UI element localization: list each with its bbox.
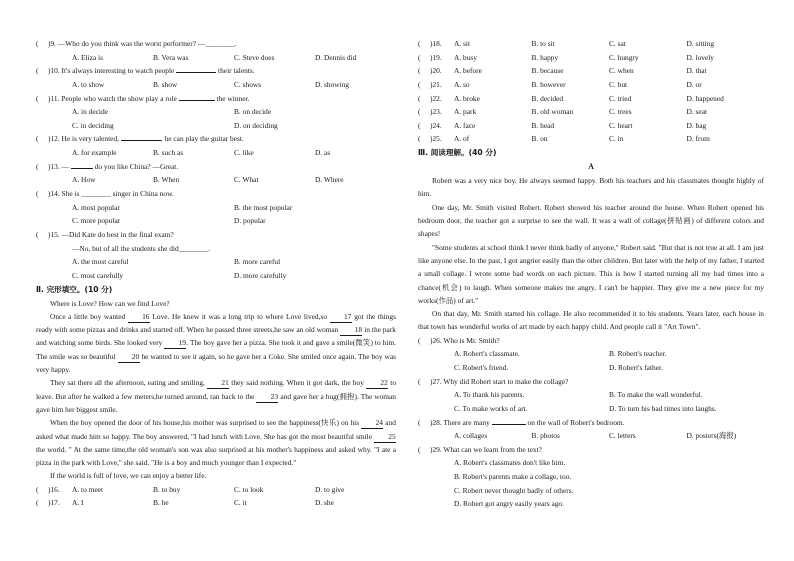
option[interactable]: C. Steve does	[234, 52, 275, 62]
option[interactable]: A. Robert's classmate.	[454, 349, 520, 359]
answer-paren[interactable]: (	[36, 189, 39, 199]
option[interactable]: D. bag	[686, 120, 707, 130]
blank-25[interactable]: 25	[374, 431, 396, 443]
blank-21[interactable]: 21	[207, 377, 229, 389]
option[interactable]: A. for example	[72, 148, 117, 158]
q15-options-2	[36, 269, 396, 283]
option[interactable]: B. decided	[531, 93, 564, 103]
option[interactable]: A. I	[72, 498, 84, 508]
answer-paren[interactable]: (	[418, 93, 421, 103]
option[interactable]: C. Robert never thought badly of others.	[454, 485, 574, 495]
q15-options	[36, 255, 396, 269]
option[interactable]: B. To make the wall wonderful.	[609, 390, 703, 400]
option[interactable]: D. showing	[315, 79, 350, 89]
question-stem: )12. He is very talented, , he can play the guitar best.	[48, 134, 244, 144]
question-stem: )23.	[430, 107, 442, 117]
answer-paren[interactable]: (	[36, 498, 39, 508]
option[interactable]: C. letters	[609, 431, 636, 441]
option[interactable]: B. to sit	[531, 39, 555, 48]
option[interactable]: A. broke	[454, 93, 480, 103]
blank[interactable]	[179, 100, 215, 101]
question-28	[418, 416, 764, 430]
reading-paragraph-4: On that day, Mr. Smith started his collage. He also recommended it to his students. Years later, each house in that town has wonderful works of art made by each happy child. And people call it "Art Town".	[418, 309, 764, 332]
option[interactable]: D. to give	[315, 484, 345, 494]
option[interactable]: C. tried	[609, 93, 632, 103]
option[interactable]: D. that	[686, 66, 707, 76]
option[interactable]: A. park	[454, 107, 477, 117]
answer-paren[interactable]: (	[418, 107, 421, 117]
question-stem: )16.	[48, 484, 60, 494]
option[interactable]: D. on deciding	[234, 120, 278, 130]
option[interactable]: B. such as	[153, 148, 184, 158]
answer-paren[interactable]: (	[36, 93, 39, 103]
question-stem: )25.	[430, 134, 442, 144]
question-22	[418, 92, 764, 106]
q13-options	[36, 173, 396, 187]
answer-paren[interactable]: (	[36, 134, 39, 144]
option[interactable]: C. What	[234, 175, 259, 185]
option[interactable]: D. Where	[315, 175, 344, 185]
question-21	[418, 78, 764, 92]
option[interactable]: B. show	[153, 79, 178, 89]
option[interactable]: B. he	[153, 498, 169, 508]
answer-paren[interactable]: (	[418, 134, 421, 144]
q12-options	[36, 146, 396, 160]
option[interactable]: A. most popular	[72, 202, 120, 212]
option[interactable]: D. To turn his bad times into laughs.	[609, 403, 717, 413]
option[interactable]: A. of	[454, 134, 470, 144]
option[interactable]: C. like	[234, 148, 254, 158]
q10-options	[36, 78, 396, 92]
blank-18[interactable]: 18	[340, 324, 362, 336]
option[interactable]: D. Robert got angry easily years ago.	[454, 499, 565, 509]
option[interactable]: B. When	[153, 175, 180, 185]
option[interactable]: C. but	[609, 79, 628, 89]
answer-paren[interactable]: (	[36, 161, 39, 171]
option[interactable]: A. face	[454, 120, 476, 130]
blank-24[interactable]: 24	[361, 417, 383, 429]
option[interactable]: A. How	[72, 175, 96, 185]
option[interactable]: C. to look	[234, 484, 264, 494]
question-stem: )21.	[430, 79, 442, 89]
option[interactable]: C. trees	[609, 107, 632, 117]
option[interactable]: C. when	[609, 66, 634, 76]
option[interactable]: A. so	[454, 79, 470, 89]
q27-options	[418, 388, 764, 402]
question-19	[418, 51, 764, 65]
cloze-title: Where is Love? How can we find Love?	[50, 298, 170, 308]
answer-paren[interactable]: (	[36, 229, 39, 239]
option[interactable]: C. sat	[609, 39, 626, 48]
question-stem: )18.	[430, 39, 442, 48]
blank-17[interactable]: 17	[330, 311, 352, 323]
q9-options	[36, 51, 396, 65]
question-stem: )27. Why did Robert start to make the collage?	[430, 376, 569, 386]
left-column	[36, 37, 396, 510]
option[interactable]: B. Vera was	[153, 52, 189, 62]
option[interactable]: A. sit	[454, 39, 471, 48]
answer-paren[interactable]: (	[418, 79, 421, 89]
option[interactable]: D. she	[315, 498, 334, 508]
question-27	[418, 375, 764, 389]
blank[interactable]	[121, 140, 161, 141]
question-stem: )11. People who watch the show play a role the winner.	[48, 93, 250, 103]
option[interactable]: B. to buy	[153, 484, 181, 494]
question-17	[36, 496, 396, 510]
section-3-title: Ⅲ. 阅读理解。(40 分)	[418, 148, 497, 158]
section-2-title: Ⅱ. 完形填空。(10 分)	[36, 284, 113, 294]
option[interactable]: A. to show	[72, 79, 105, 89]
answer-paren[interactable]: (	[36, 39, 39, 48]
option[interactable]: D. lovely	[686, 52, 715, 62]
question-29	[418, 443, 764, 457]
option[interactable]: D. posters(海报)	[686, 431, 737, 441]
option[interactable]: C. in deciding	[72, 120, 114, 130]
option[interactable]: B. on	[531, 134, 548, 144]
answer-paren[interactable]: (	[418, 335, 421, 345]
question-20	[418, 64, 764, 78]
option[interactable]: B. old woman	[531, 107, 574, 117]
option[interactable]: D. as	[315, 148, 331, 158]
question-16	[36, 483, 396, 497]
q29-option-d	[418, 497, 764, 511]
answer-paren[interactable]: (	[418, 39, 421, 48]
option[interactable]: D. more carefully	[234, 270, 287, 280]
blank-16[interactable]: 16	[128, 311, 150, 323]
question-stem: )19.	[430, 52, 442, 62]
question-stem: )17.	[48, 498, 60, 508]
blank-23[interactable]: 23	[256, 391, 278, 403]
q26-options-2	[418, 361, 764, 375]
option[interactable]: B. on decide	[234, 107, 272, 117]
question-9: ( )9. —Who do you think was the worst performer? —________.	[36, 37, 396, 51]
q14-options-2	[36, 214, 396, 228]
option[interactable]: C. To make works of art.	[454, 403, 528, 413]
option[interactable]: A. To thank his parents.	[454, 390, 525, 400]
question-stem: )29. What can we learn from the text?	[430, 444, 542, 454]
option[interactable]: B. more careful	[234, 257, 281, 267]
option[interactable]: C. heart	[609, 120, 633, 130]
option[interactable]: D. sitting	[686, 39, 715, 48]
question-14	[36, 187, 396, 201]
option[interactable]: D. happened	[686, 93, 724, 103]
question-25	[418, 132, 764, 146]
answer-paren[interactable]: (	[36, 484, 39, 494]
question-15-line2	[36, 242, 396, 256]
question-13	[36, 160, 396, 174]
option[interactable]: A. the most careful	[72, 257, 129, 267]
blank-22[interactable]: 22	[366, 377, 388, 389]
right-column	[418, 37, 764, 511]
option[interactable]: B. Robert's parents make a collage, too.	[454, 472, 572, 482]
option[interactable]: B. happy	[531, 52, 559, 62]
cloze-paragraph-3: When the boy opened the door of his house,his mother was surprised to see the happiness(快乐) on his 24 and asked what made him so happy. The boy answered, "I had lunch with Love. She has got the most beautiful smile 25 the world. " At the same time,the old woman's son was also surprised at his mother's happiness and asked why. "I ate a pizza in the park with Love," she said. "He is a boy and much younger than I expected."	[36, 418, 396, 468]
q26-options	[418, 347, 764, 361]
q11-options-2	[36, 119, 396, 133]
option[interactable]: B. Robert's teacher.	[609, 349, 667, 359]
q14-options	[36, 201, 396, 215]
question-stem: )14. She is ________ singer in China now.	[48, 189, 174, 199]
question-stem: —No, but of all the students she did________.	[72, 243, 211, 253]
reading-paragraph-1: Robert was a very nice boy. He always seemed happy. Both his teachers and his classmates thought highly of him.	[418, 176, 764, 199]
option[interactable]: A. Robert's classmates don't like him.	[454, 458, 566, 468]
option[interactable]: C. most carefully	[72, 270, 124, 280]
option[interactable]: C. in	[609, 134, 624, 144]
reading-paragraph-3: "Some students at school think I never think badly of anyone," Robert said. "But that is not true at all. I am just like anyone else. In the past, I got angrier easily than the other children. But later with the help of my father, I started a small collage. I wrote some bad words on each picture. This is how I started turning all my bad times into a chance(机会) to laugh. When someone makes me angry, I can't be happier. They give me a new piece for my works(作品) of art."	[418, 242, 764, 305]
blank-20[interactable]: 20	[118, 351, 140, 363]
answer-paren[interactable]: (	[418, 444, 421, 454]
option[interactable]: D. from	[686, 134, 710, 144]
question-11	[36, 92, 396, 106]
option[interactable]: C. hungry	[609, 52, 639, 62]
question-stem: )20.	[430, 66, 442, 76]
option[interactable]: B. because	[531, 66, 564, 76]
question-15	[36, 228, 396, 242]
option[interactable]: C. more popular	[72, 216, 121, 226]
option[interactable]: B. however	[531, 79, 566, 89]
question-stem: )13. — do you like China? —Great.	[48, 161, 179, 171]
blank[interactable]	[176, 72, 216, 73]
option[interactable]: A. busy	[454, 52, 477, 62]
cloze-paragraph-1: Once a little boy wanted 16 Love. He knew it was a long trip to where Love lived,so 17 got the things ready with some pizzas and drinks and started off. When he passed three streets,he saw an old woman 18 in the park and watching some birds. She looked very 19. The boy gave her a pizza. She took it and gave a smile(微笑) to him. The smile was so beautiful 20 he wanted to see it again, so he gave her a Coke. She smiled once again. The boy was very happy.	[36, 311, 396, 375]
option[interactable]: B. head	[531, 120, 555, 130]
option[interactable]: A. to meet	[72, 484, 103, 494]
option[interactable]: D. popular	[234, 216, 266, 226]
question-stem: )22.	[430, 93, 442, 103]
q29-option-c	[418, 484, 764, 498]
blank-19[interactable]: 19	[164, 337, 186, 349]
option[interactable]: D. Robert's father.	[609, 362, 663, 372]
cloze-paragraph-4: If the world is full of love, we can enjoy a better life.	[50, 471, 207, 481]
question-23	[418, 105, 764, 119]
question-10	[36, 64, 396, 78]
question-stem: )10. It's always interesting to watch people their talents.	[48, 66, 255, 76]
option[interactable]: B. photos	[531, 431, 560, 441]
question-18	[418, 37, 764, 51]
answer-paren[interactable]: (	[418, 66, 421, 76]
option[interactable]: D. seat	[686, 107, 708, 117]
cloze-paragraph-2: They sat there all the afternoon, eating and smiling, 21 they said nothing. When it got dark, the boy 22 to leave. But after he walked a few meters,he turned around, ran back to the 23 and gave her a hug(拥抱). The woman gave him her biggest smile.	[36, 378, 397, 414]
option[interactable]: C. shows	[234, 79, 262, 89]
option[interactable]: A. in decide	[72, 107, 108, 117]
option[interactable]: A. Eliza is	[72, 52, 103, 62]
question-stem: )24.	[430, 120, 442, 130]
question-24	[418, 119, 764, 133]
answer-paren[interactable]: (	[418, 120, 421, 130]
passage-label: A	[588, 162, 594, 172]
q29-option-a	[418, 456, 764, 470]
option[interactable]: C. it	[234, 498, 247, 508]
question-stem: )28. There are many on the wall of Robert's bedroom.	[430, 417, 625, 427]
q27-options-2	[418, 402, 764, 416]
q28-options	[418, 429, 764, 443]
option[interactable]: C. Robert's friend.	[454, 362, 509, 372]
question-12	[36, 132, 396, 146]
option[interactable]: D. Dennis did	[315, 52, 357, 62]
answer-paren[interactable]: (	[36, 66, 39, 76]
question-26	[418, 334, 764, 348]
q11-options	[36, 105, 396, 119]
reading-paragraph-2: One day, Mr. Smith visited Robert. Robert showed his teacher around the house. When Robert opened his bedroom door, the teacher got a surprise to see the wall. It was a wall of collage(拼贴画) of different colors and shapes!	[418, 202, 764, 239]
answer-paren[interactable]: (	[418, 376, 421, 386]
option[interactable]: A. collages	[454, 431, 488, 441]
blank[interactable]	[71, 168, 93, 169]
answer-paren[interactable]: (	[418, 417, 421, 427]
option[interactable]: B. the most popular	[234, 202, 293, 212]
q29-option-b	[418, 470, 764, 484]
option[interactable]: D. or	[686, 79, 702, 89]
question-stem: )26. Who is Mr. Smith?	[430, 335, 500, 345]
blank[interactable]	[492, 424, 526, 425]
answer-paren[interactable]: (	[418, 52, 421, 62]
option[interactable]: A. before	[454, 66, 482, 76]
question-stem: )15. —Did Kate do best in the final exam?	[48, 229, 174, 239]
